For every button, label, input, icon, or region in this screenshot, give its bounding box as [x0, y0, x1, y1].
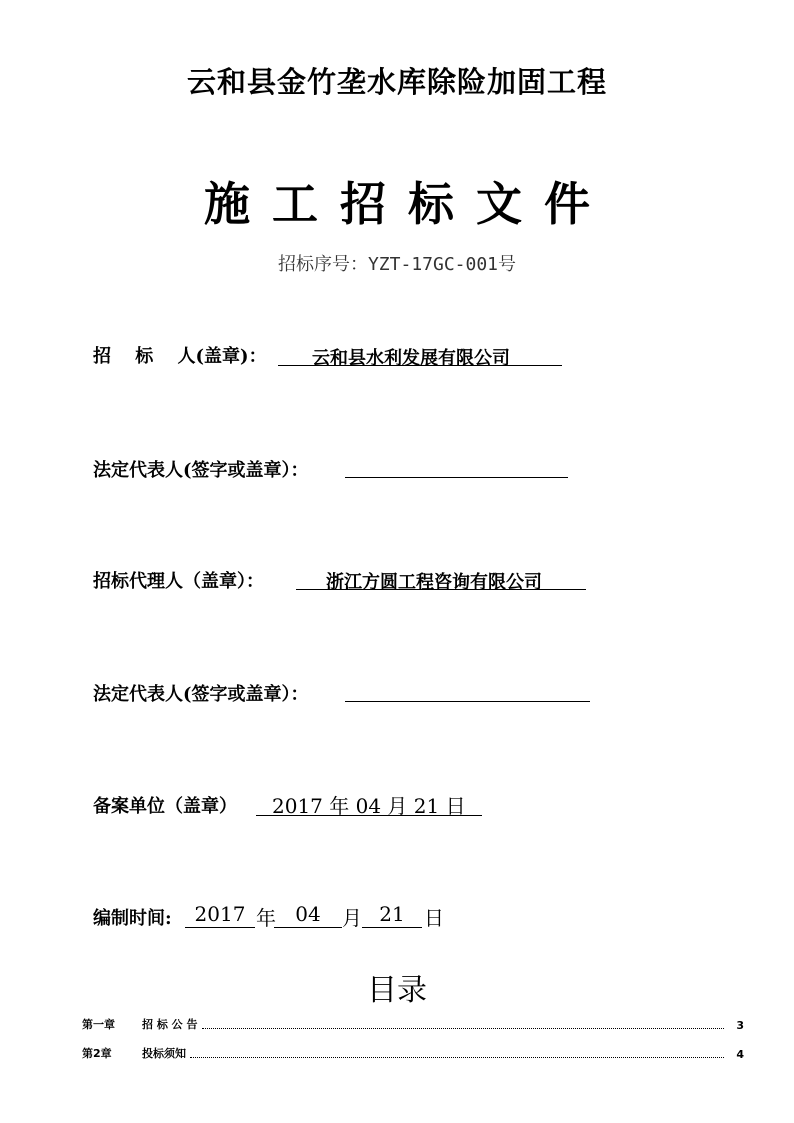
- toc-title: 目录: [367, 973, 427, 1008]
- compile-year: 2017: [185, 902, 255, 928]
- compile-month: 04: [274, 902, 342, 928]
- filing-unit-label: 备案单位（盖章）: [93, 796, 237, 817]
- project-title: 云和县金竹垄水库除险加固工程: [186, 65, 607, 99]
- toc-entry[interactable]: [82, 1045, 744, 1061]
- document-title: 施工招标文件: [204, 177, 612, 231]
- tenderer-value: 云和县水利发展有限公司: [278, 344, 562, 366]
- toc-entry-name: 投标须知: [142, 1047, 186, 1060]
- toc-leader-dots: [190, 1057, 724, 1058]
- toc-chapter: 第2章: [82, 1047, 112, 1060]
- compile-time-label: 编制时间:: [93, 908, 172, 929]
- legal-representative-signature-line-1: [345, 456, 568, 478]
- compile-day: 21: [362, 902, 422, 928]
- legal-representative-signature-line-2: [345, 680, 590, 702]
- tenderer-label: 招 标 人(盖章)：: [93, 346, 267, 367]
- toc-page-number: 3: [736, 1019, 744, 1032]
- toc-page-number: 4: [736, 1048, 744, 1061]
- tender-serial-number: 招标序号：YZT-17GC-001号: [277, 254, 517, 275]
- toc-chapter: 第一章: [82, 1018, 115, 1031]
- legal-representative-label-2: 法定代表人(签字或盖章）：: [93, 684, 309, 705]
- filing-date-value: 2017 年 04 月 21 日: [256, 790, 482, 816]
- compile-month-unit: 月: [342, 906, 362, 930]
- toc-entry-name: 招 标 公 告: [142, 1018, 198, 1031]
- legal-representative-label-1: 法定代表人(签字或盖章）：: [93, 460, 309, 481]
- compile-year-unit: 年: [256, 906, 276, 930]
- compile-day-unit: 日: [424, 906, 444, 930]
- tender-agent-value: 浙江方圆工程咨询有限公司: [296, 568, 586, 590]
- toc-entry[interactable]: [82, 1016, 744, 1032]
- tender-agent-label: 招标代理人（盖章）：: [93, 571, 264, 592]
- toc-leader-dots: [202, 1028, 725, 1029]
